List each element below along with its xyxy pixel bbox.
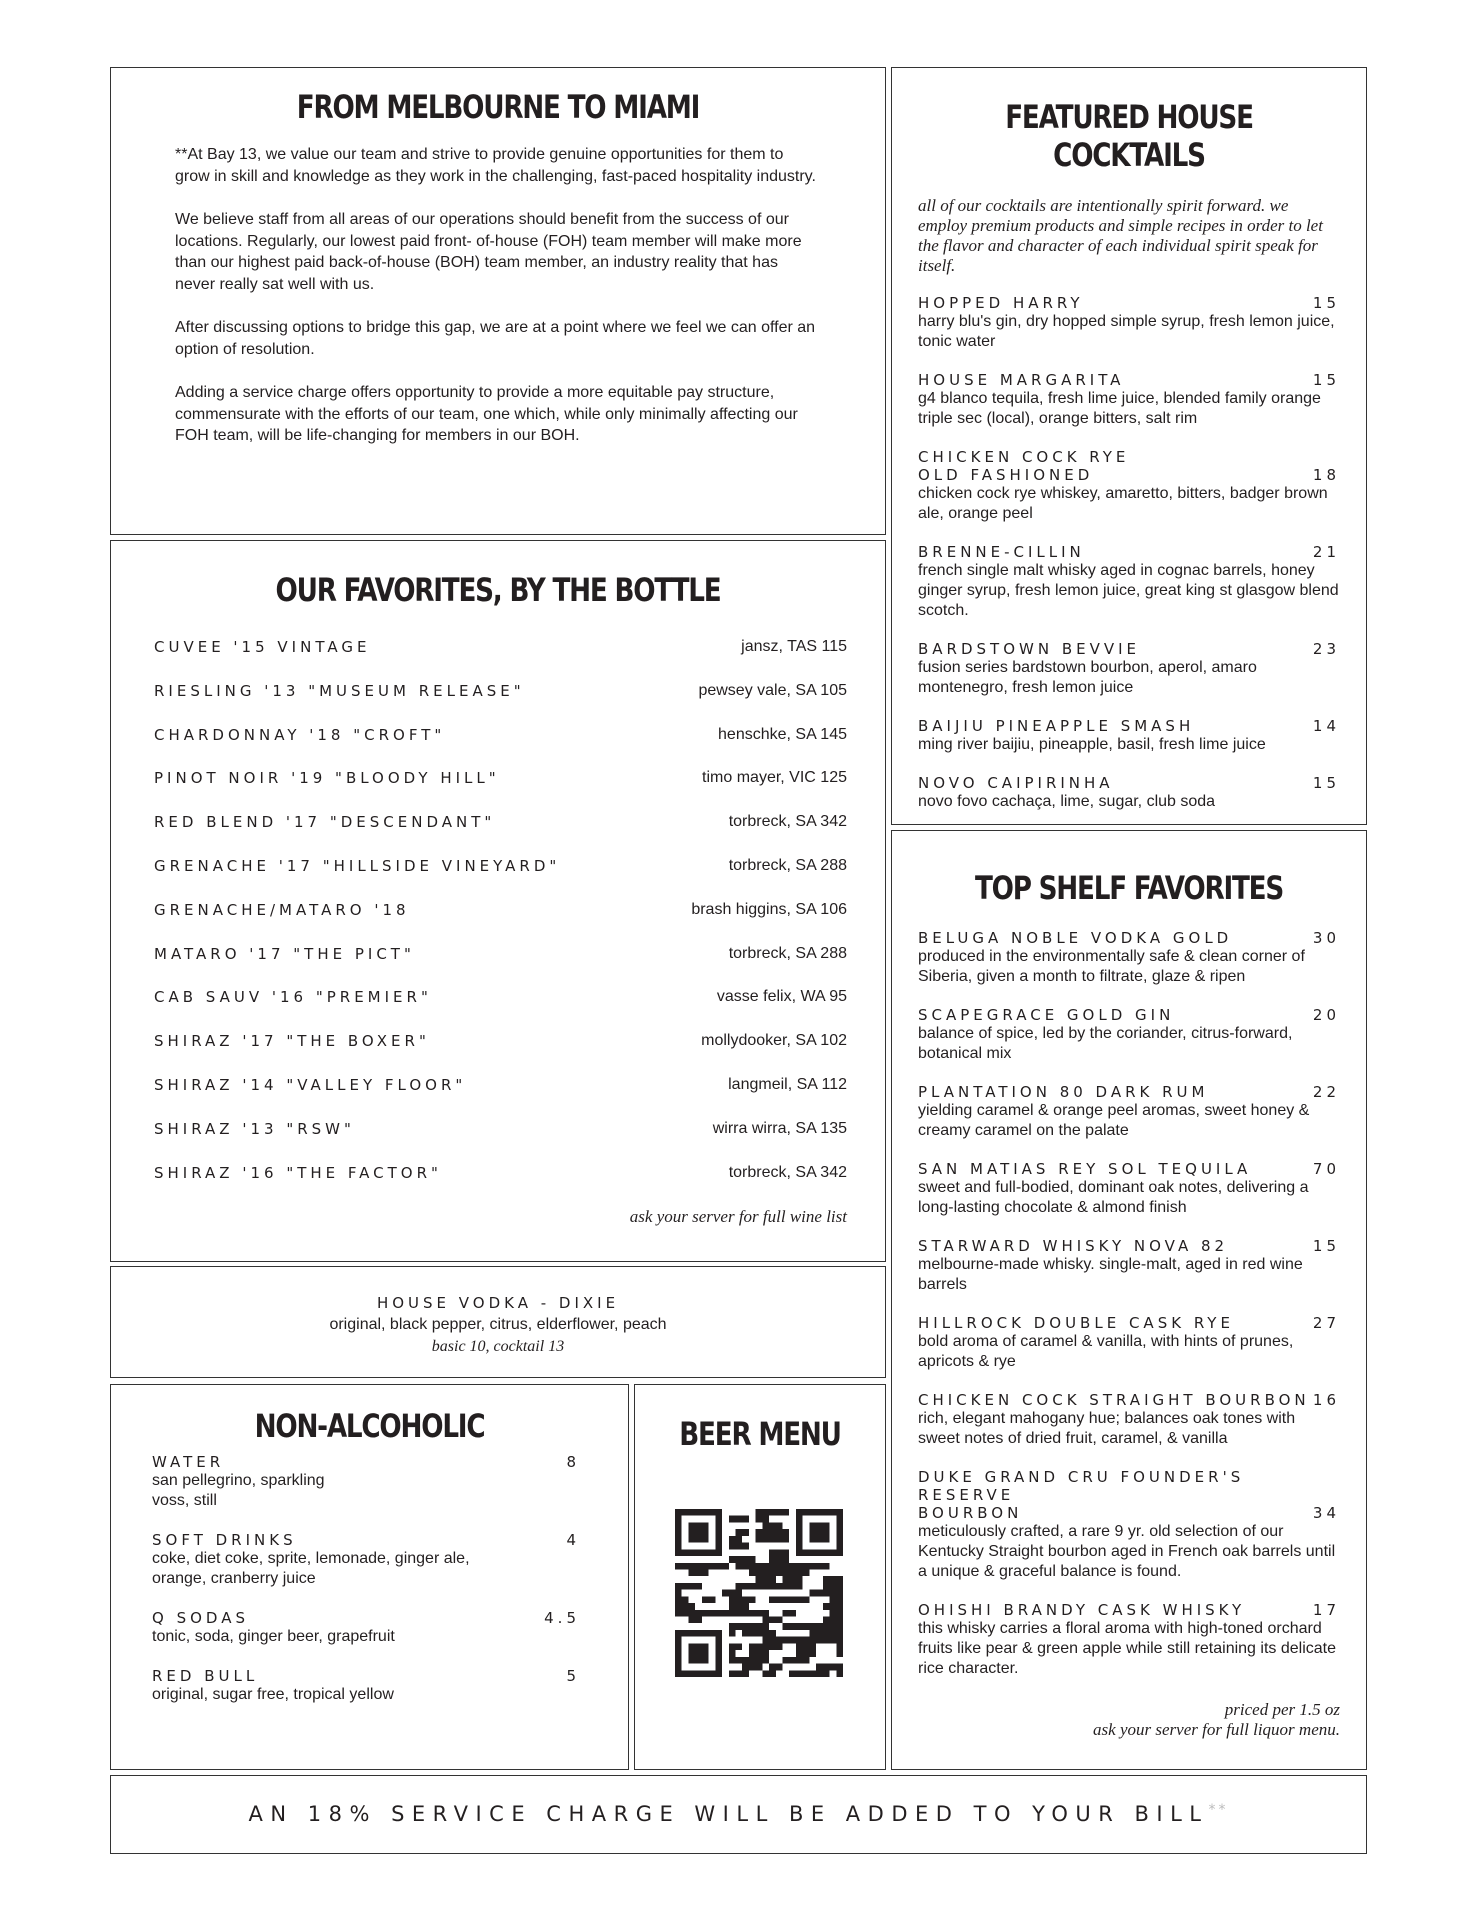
spirit <box>918 1314 1340 1372</box>
spirit-name: HILLROCK DOUBLE CASK RYE <box>918 1314 1234 1332</box>
melbourne-paragraph: We believe staff from all areas of our operations should benefit from the success of our locations. Regularly, our lowest paid front- of-house (FOH) team member will make more than our highest paid back-of-house (BOH) team member, an industry reality that has never really sat well with us. <box>175 211 802 293</box>
cocktail-header <box>918 543 1340 561</box>
wine-producer-price: pewsey vale, SA 105 <box>698 681 847 699</box>
wine-section-title: OUR FAVORITES, BY THE BOTTLE <box>275 571 721 609</box>
spirit <box>918 1083 1340 1141</box>
wine-item <box>154 988 847 1032</box>
cocktail-name: BAIJIU PINEAPPLE SMASH <box>918 717 1195 735</box>
price-note: priced per 1.5 oz <box>1224 1700 1340 1719</box>
drink-item <box>152 1531 580 1589</box>
wine-name: CAB SAUV '16 "PREMIER" <box>154 988 432 1007</box>
cocktail-name: NOVO CAIPIRINHA <box>918 774 1114 792</box>
cocktail-description: ming river baijiu, pineapple, basil, fresh lime juice <box>918 736 1266 753</box>
cocktail-description: fusion series bardstown bourbon, aperol, amaro montenegro, fresh lemon juice <box>918 659 1257 696</box>
drink-name: Q SODAS <box>152 1609 249 1627</box>
spirit-header <box>918 1314 1340 1332</box>
wine-item <box>154 857 847 901</box>
cocktail-header <box>918 371 1340 389</box>
spirit-header <box>918 929 1340 947</box>
wine-producer-price: torbreck, SA 288 <box>728 856 847 874</box>
wine-producer-price: brash higgins, SA 106 <box>691 900 847 918</box>
spirit-header <box>918 1237 1340 1255</box>
spirit-price: 20 <box>1312 1006 1340 1024</box>
cocktail-description: novo fovo cachaça, lime, sugar, club soda <box>918 793 1216 810</box>
spirit-name: BELUGA NOBLE VODKA GOLD <box>918 929 1233 947</box>
drink-description: voss, still <box>152 1492 217 1509</box>
wine-item <box>154 769 847 813</box>
drink-price: 4 <box>566 1531 580 1549</box>
melbourne-title: FROM MELBOURNE TO MIAMI <box>296 88 700 126</box>
spirit <box>918 1006 1340 1064</box>
wine-item <box>154 682 847 726</box>
spirit-header <box>918 1601 1340 1619</box>
drink-item <box>152 1667 580 1705</box>
spirit-description: balance of spice, led by the coriander, citrus-forward, botanical mix <box>918 1025 1293 1062</box>
spirit-description: melbourne-made whisky. single-malt, aged in red wine barrels <box>918 1256 1303 1293</box>
drink-name: SOFT DRINKS <box>152 1531 297 1549</box>
drink-description: orange, cranberry juice <box>152 1570 316 1587</box>
spirit-description: produced in the environmentally safe & clean corner of Siberia, given a month to filtrate, glaze & ripen <box>918 948 1305 985</box>
wine-name: GRENACHE '17 "HILLSIDE VINEYARD" <box>154 856 561 875</box>
drink-header <box>152 1609 580 1627</box>
liquor-menu-note: ask your server for full liquor menu. <box>1093 1720 1340 1739</box>
spirit-name: SCAPEGRACE GOLD GIN <box>918 1006 1175 1024</box>
spirit-price: 22 <box>1312 1083 1340 1101</box>
spirit-description: rich, elegant mahogany hue; balances oak tones with sweet notes of dried fruit, caramel, & vanilla <box>918 1410 1296 1447</box>
spirit-price: 17 <box>1312 1601 1340 1619</box>
wine-producer-price: torbreck, SA 342 <box>728 1163 847 1181</box>
cocktail-list <box>918 294 1340 812</box>
spirit <box>918 1160 1340 1218</box>
top-shelf-footer <box>1093 1700 1340 1740</box>
vodka-prices: basic 10, cocktail 13 <box>431 1338 565 1355</box>
spirit-description: sweet and full-bodied, dominant oak notes, delivering a long-lasting chocolate & almond finish <box>918 1179 1309 1216</box>
wine-item <box>154 1164 847 1208</box>
spirit-header <box>918 1006 1340 1024</box>
cocktail-header <box>918 640 1340 658</box>
spirit <box>918 929 1340 987</box>
wine-name: SHIRAZ '13 "RSW" <box>154 1119 355 1138</box>
wine-producer-price: timo mayer, VIC 125 <box>702 769 847 787</box>
qr-code-icon[interactable] <box>675 1509 843 1677</box>
spirit-header <box>918 1160 1340 1178</box>
spirit <box>918 1237 1340 1295</box>
spirit-name: SAN MATIAS REY SOL TEQUILA <box>918 1160 1252 1178</box>
drink-name: RED BULL <box>152 1667 259 1685</box>
cocktail <box>918 717 1340 755</box>
spirit-name: PLANTATION 80 DARK RUM <box>918 1083 1209 1101</box>
cocktail-name: CHICKEN COCK RYE OLD FASHIONED <box>918 448 1130 484</box>
wine-name: CUVEE '15 VINTAGE <box>154 638 371 656</box>
featured-cocktails-section <box>891 67 1367 825</box>
cocktail <box>918 294 1340 352</box>
non-alcoholic-list <box>152 1453 580 1725</box>
melbourne-paragraph: Adding a service charge offers opportunity to provide a more equitable pay structure, commensurate with the efforts of our team, one which, while only minimally affecting our FOH team, will be life-changing for members in our BOH. <box>175 384 798 444</box>
cocktail-name: HOUSE MARGARITA <box>918 371 1125 389</box>
footnote-mark: ** <box>1208 1802 1229 1818</box>
cocktails-title: FEATURED HOUSE COCKTAILS <box>1005 98 1253 174</box>
drink-description: original, sugar free, tropical yellow <box>152 1686 394 1703</box>
drink-price: 4.5 <box>544 1609 580 1627</box>
cocktail-header <box>918 294 1340 312</box>
top-shelf-title: TOP SHELF FAVORITES <box>974 869 1284 907</box>
cocktail-price: 15 <box>1312 371 1340 389</box>
beer-menu-title: BEER MENU <box>679 1415 841 1453</box>
wine-list <box>154 638 847 1207</box>
spirit-name: CHICKEN COCK STRAIGHT BOURBON <box>918 1391 1310 1409</box>
cocktail-price: 14 <box>1312 717 1340 735</box>
wine-name: GRENACHE/MATARO '18 <box>154 900 410 919</box>
top-shelf-section <box>891 830 1367 1770</box>
drink-item <box>152 1453 580 1511</box>
spirit-header <box>918 1083 1340 1101</box>
wine-producer-price: jansz, TAS 115 <box>741 638 847 655</box>
drink-price: 5 <box>566 1667 580 1685</box>
wine-producer-price: torbreck, SA 288 <box>728 944 847 962</box>
wine-name: PINOT NOIR '19 "BLOODY HILL" <box>154 769 500 788</box>
wine-list-note: ask your server for full wine list <box>629 1207 847 1226</box>
wine-item <box>154 1076 847 1120</box>
non-alcoholic-title: NON-ALCOHOLIC <box>254 1407 485 1445</box>
wine-bottle-section <box>110 540 886 1262</box>
spirit-price: 16 <box>1312 1391 1340 1409</box>
drink-price: 8 <box>566 1453 580 1471</box>
wine-producer-price: vasse felix, WA 95 <box>716 988 847 1006</box>
cocktail-price: 21 <box>1312 543 1340 561</box>
drink-name: WATER <box>152 1453 225 1471</box>
spirit-description: yielding caramel & orange peel aromas, sweet honey & creamy caramel on the palate <box>918 1102 1310 1139</box>
wine-name: SHIRAZ '16 "THE FACTOR" <box>154 1163 442 1182</box>
drink-header <box>152 1667 580 1685</box>
top-shelf-list <box>918 929 1340 1679</box>
wine-item <box>154 945 847 989</box>
spirit <box>918 1391 1340 1449</box>
drink-item <box>152 1609 580 1647</box>
cocktail-header <box>918 774 1340 792</box>
spirit-description: this whisky carries a floral aroma with high-toned orchard fruits like pear & green apple while still retaining its delicate rice character. <box>918 1620 1336 1677</box>
cocktail-description: french single malt whisky aged in cognac barrels, honey ginger syrup, fresh lemon juice, great king st glasgow blend scotch. <box>918 562 1339 619</box>
melbourne-section <box>110 67 886 535</box>
wine-name: MATARO '17 "THE PICT" <box>154 944 415 963</box>
spirit-header <box>918 1391 1340 1409</box>
service-charge-text: AN 18% SERVICE CHARGE WILL BE ADDED TO YOUR BILL <box>248 1802 1209 1826</box>
wine-producer-price: mollydooker, SA 102 <box>701 1032 847 1050</box>
spirit-name: STARWARD WHISKY NOVA 82 <box>918 1237 1229 1255</box>
spirit-name: DUKE GRAND CRU FOUNDER'S RESERVE BOURBON <box>918 1468 1245 1522</box>
cocktail <box>918 371 1340 429</box>
cocktail <box>918 640 1340 698</box>
melbourne-paragraph: After discussing options to bridge this gap, we are at a point where we feel we can offer an option of resolution. <box>175 319 816 358</box>
wine-item <box>154 1032 847 1076</box>
spirit-description: meticulously crafted, a rare 9 yr. old selection of our Kentucky Straight bourbon aged in French oak barrels until a unique & graceful balance is found. <box>918 1523 1336 1580</box>
wine-producer-price: wirra wirra, SA 135 <box>712 1119 847 1137</box>
service-charge-banner <box>110 1775 1367 1854</box>
spirit-price: 70 <box>1312 1160 1340 1178</box>
cocktail-header <box>918 717 1340 735</box>
cocktail-description: harry blu's gin, dry hopped simple syrup, fresh lemon juice, tonic water <box>918 313 1335 350</box>
spirit <box>918 1601 1340 1679</box>
drink-description: coke, diet coke, sprite, lemonade, ginger ale, <box>152 1550 470 1567</box>
wine-item <box>154 638 847 682</box>
cocktail-name: BRENNE-CILLIN <box>918 543 1085 561</box>
wine-producer-price: langmeil, SA 112 <box>728 1075 847 1093</box>
wine-item <box>154 813 847 857</box>
cocktail-description: chicken cock rye whiskey, amaretto, bitters, badger brown ale, orange peel <box>918 485 1328 522</box>
spirit-name: OHISHI BRANDY CASK WHISKY <box>918 1601 1246 1619</box>
drink-description: tonic, soda, ginger beer, grapefruit <box>152 1628 395 1645</box>
spirit-description: bold aroma of caramel & vanilla, with hints of prunes, apricots & rye <box>918 1333 1294 1370</box>
beer-menu-section <box>634 1384 886 1770</box>
spirit-price: 30 <box>1312 929 1340 947</box>
cocktail <box>918 543 1340 621</box>
cocktail <box>918 448 1340 524</box>
cocktail-price: 15 <box>1312 774 1340 792</box>
cocktail-price: 18 <box>1312 466 1340 484</box>
non-alcoholic-section <box>110 1384 629 1770</box>
melbourne-paragraph: **At Bay 13, we value our team and strive to provide genuine opportunities for them to grow in skill and knowledge as they work in the challenging, fast-paced hospitality industry. <box>175 146 816 185</box>
wine-name: RED BLEND '17 "DESCENDANT" <box>154 813 496 832</box>
wine-item <box>154 901 847 945</box>
vodka-flavors: original, black pepper, citrus, elderflower, peach <box>329 1316 667 1333</box>
wine-name: RIESLING '13 "MUSEUM RELEASE" <box>154 681 525 700</box>
drink-header <box>152 1531 580 1549</box>
vodka-title: HOUSE VODKA - DIXIE <box>376 1294 620 1312</box>
drink-header <box>152 1453 580 1471</box>
wine-name: CHARDONNAY '18 "CROFT" <box>154 725 446 744</box>
wine-name: SHIRAZ '14 "VALLEY FLOOR" <box>154 1075 467 1094</box>
wine-producer-price: torbreck, SA 342 <box>728 813 847 831</box>
cocktail <box>918 774 1340 812</box>
spirit-header <box>918 1468 1340 1522</box>
house-vodka-section <box>110 1266 886 1378</box>
cocktail-price: 15 <box>1312 294 1340 312</box>
wine-name: SHIRAZ '17 "THE BOXER" <box>154 1032 430 1051</box>
wine-producer-price: henschke, SA 145 <box>718 725 847 743</box>
spirit-price: 27 <box>1312 1314 1340 1332</box>
spirit <box>918 1468 1340 1582</box>
wine-item <box>154 726 847 770</box>
cocktail-name: BARDSTOWN BEVVIE <box>918 640 1141 658</box>
cocktail-price: 23 <box>1312 640 1340 658</box>
spirit-price: 15 <box>1312 1237 1340 1255</box>
cocktail-name: HOPPED HARRY <box>918 294 1084 312</box>
spirit-price: 34 <box>1312 1504 1340 1522</box>
cocktail-header <box>918 448 1340 484</box>
wine-item <box>154 1120 847 1164</box>
cocktail-description: g4 blanco tequila, fresh lime juice, blended family orange triple sec (local), orange bitters, salt rim <box>918 390 1321 427</box>
cocktails-intro: all of our cocktails are intentionally spirit forward. we employ premium products and simple recipes in order to let the flavor and character of each individual spirit speak for itself. <box>918 196 1323 275</box>
drink-description: san pellegrino, sparkling <box>152 1472 325 1489</box>
